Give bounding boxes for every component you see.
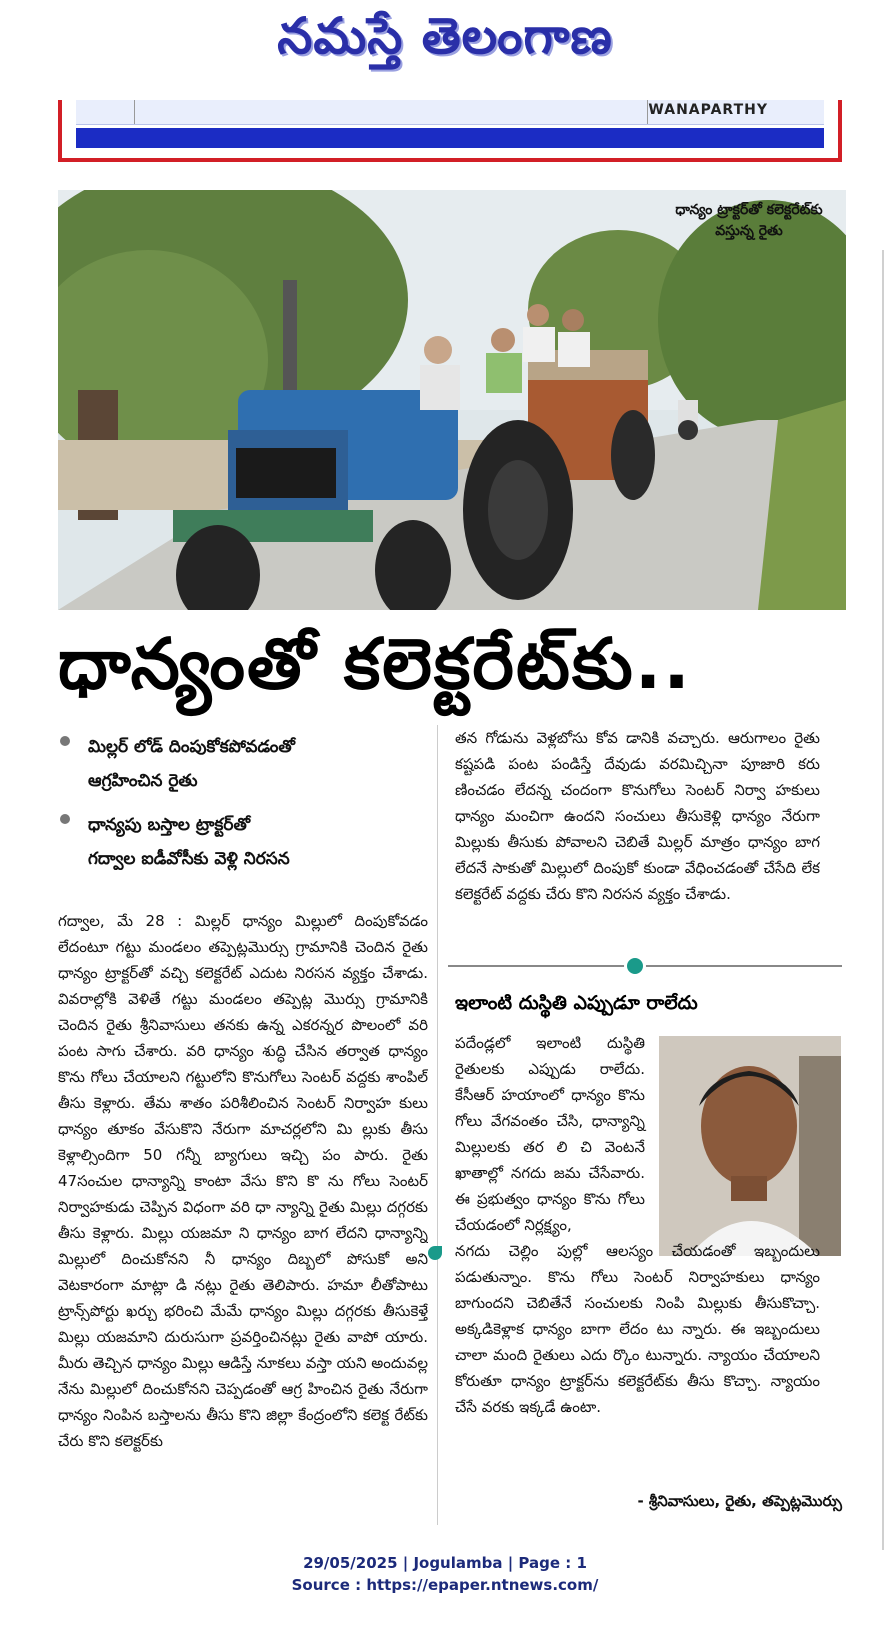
banner-blue-bar [76, 128, 824, 148]
banner-divider [134, 100, 135, 124]
section-divider [448, 965, 842, 967]
column-divider [437, 725, 438, 1525]
bullet-line: మిల్లర్ లోడ్ దింపుకోకపోవడంతో [88, 737, 295, 757]
quote-paragraph: పదేండ్లలో ఇలాంటి దుస్థితి రైతులకు ఎప్పుడు రాలేదు. కేసీఆర్ హయాంలో ధాన్యం కొను గోలు వేగవంతం చేసి, ధాన్యాన్ని మిల్లులకు తర లి చి వెంటనే ఖాతాల్లో నగదు జమ చేసేవారు. ఈ ప్రభుత్వం ధాన్యం కొను గోలు చేయడంలో నిర్లక్ష్యం, [455, 1034, 645, 1234]
article-body-right [455, 725, 820, 935]
bullet-line: గద్వాల ఐడీవోసీకు వెళ్లి నిరసన [88, 849, 290, 869]
article-body-left [58, 908, 428, 1528]
page-footer [0, 1552, 890, 1596]
headline: ధాన్యంతో కలెక్టరేట్‌కు.. [58, 623, 692, 705]
bullet-item [58, 808, 428, 876]
masthead-title: నమస్తే తెలంగాణ [277, 6, 613, 65]
quote-paragraph: నగదు చెల్లిం పుల్లో ఆలస్యం చేయడంతో ఇబ్బందులు పడుతున్నాం. కొను గోలు సెంటర్ నిర్వాహకులు ధాన్యం బాగుందని చెబితేనే సంచులకు నింపి మిల్లుకు తీసుకొచ్చా. అక్కడికెళ్లాక ధాన్యం బాగా లేదం టు న్నారు. ఈ ఇబ్బందులు చాలా మంది రైతులు ఎదు ర్కొం టున్నారు. న్యాయం చేయాలని కోరుతూ ధాన్యం ట్రాక్టర్‌ను కలెక్టరేట్‌కు తీసు కొచ్చా. న్యాయం చేసే వరకు ఇక్కడే ఉంటా. [455, 1242, 820, 1416]
footer-date-line: 29/05/2025 | Jogulamba | Page : 1 [303, 1554, 587, 1572]
bullet-dot-icon [60, 814, 70, 824]
footer-source-line: Source : https://epaper.ntnews.com/ [291, 1576, 599, 1594]
bullet-line: ధాన్యపు బస్తాల ట్రాక్టర్‌తో [88, 815, 251, 835]
page-edge-rule [882, 250, 884, 1550]
bullet-dot-icon [60, 736, 70, 746]
sidebar-quote [455, 1030, 820, 1482]
tractor-photo [58, 190, 846, 610]
bullet-line: ఆగ్రహించిన రైతు [88, 771, 198, 791]
masthead-banner [58, 100, 842, 162]
leaf-ornament-icon [428, 1246, 442, 1260]
photo-caption: ధాన్యం ట్రాక్టర్‌తో కలెక్టరేట్‌కు వస్తున్న రైతు [675, 202, 823, 239]
tractor-illustration [58, 190, 846, 610]
article-paragraph: తన గోడును వెళ్లబోసు కోవ డానికి వచ్చారు. ఆరుగాలం రైతు కష్టపడి పంట పండిస్తే దేవుడు వరమిచ్చినా పూజారి కరు ణించడం లేదన్న చందంగా కొనుగోలు సెంటర్ నిర్వా హకులు ధాన్యం మంచిగా ఉందని సంచులు తీసుకెళ్లి ధాన్యం నేరుగా మిల్లుకు తీసుకు పోవాలని చెబితే మిల్లర్ మాత్రం ధాన్యం బాగ లేదనే సాకుతో మిల్లులో దింపుకో కుండా వేధించడంతో చేసేది లేక కలెక్టరేట్ వద్దకు చేరు కొని నిరసన వ్యక్తం చేశాడు. [455, 729, 820, 903]
quote-byline: - శ్రీనివాసులు, రైతు, తప్పెట్లమొర్సు [637, 1492, 842, 1510]
bullet-list [58, 730, 428, 886]
article-paragraph: గద్వాల, మే 28 : మిల్లర్ ధాన్యం మిల్లులో దింపుకోవడం లేదంటూ గట్టు మండలం తప్పెట్లమొర్సు గ్రామానికి చెందిన రైతు ధాన్యం ట్రాక్టర్‌తో వచ్చి కలెక్టరేట్ ఎదుట నిరసన వ్యక్తం చేశాడు. వివరాల్లోకి వెళితే గట్టు మండలం తప్పెట్ల మొర్సు గ్రామానికి చెందిన రైతు శ్రీనివాసులు తనకు ఉన్న ఎకరన్నర పొలంలో వరి పంట సాగు చేశారు. వరి ధాన్యం శుద్ధి చేసిన తర్వాత ధాన్యం కొను గోలు చేయాలని గట్టులోని కొనుగోలు సెంటర్ వద్దకు శాంపిల్ తీసు కెళ్లారు. తేమ శాతం పరిశీలించిన సెంటర్ నిర్వాహ కులు ధాన్యం తూకం వేసుకొని నేరుగా మాచర్లలోని మి ల్లుకు తీసు కెళ్లాల్సిందిగా 50 గన్నీ బ్యాగులు ఇచ్చి పం పారు. రైతు 47సంచుల ధాన్యాన్ని కాంటా వేసు కొని కొ ను గోలు సెంటర్ నిర్వాహకుడు చెప్పిన విధంగా వరి ధా న్యాన్ని రైతు మిల్లు దగ్గరకు తీసు కెళ్లారు. మిల్లు యజమా ని ధాన్యం బాగ లేదని ధాన్యాన్ని మిల్లులో దించుకోనని నీ ధాన్యం దిబ్బలో పోసుకో అని వెటకారంగా మాట్లా డి నట్లు రైతు తెలిపారు. హమా లీతోపాటు ట్రాన్స్‌పోర్టు ఖర్చు భరించి మేమే ధాన్యం మిల్లు దగ్గరకు తీసుకెళ్తే మిల్లు యజమాని దురుసుగా ప్రవర్తించినట్లు రైతు వాపో యారు. మీరు తెచ్చిన ధాన్యం మిల్లు ఆడిస్తే నూకలు వస్తా యని అందువల్ల నేను మిల్లులో దించుకోనని చెప్పడంతో ఆగ్ర హించిన రైతు నేరుగా ధాన్యం నింపిన బస్తాలను తీసు కొని జిల్లా కేంద్రంలోని కలెక్ట రేట్‌కు చేరు కొని కలెక్టర్‌కు [58, 912, 428, 1450]
sidebar-subhead: ఇలాంటి దుస్థితి ఎప్పుడూ రాలేదు [455, 992, 698, 1014]
banner-location: WANAPARTHY [648, 102, 768, 118]
bullet-item [58, 730, 428, 798]
leaf-ornament-icon [624, 955, 646, 977]
